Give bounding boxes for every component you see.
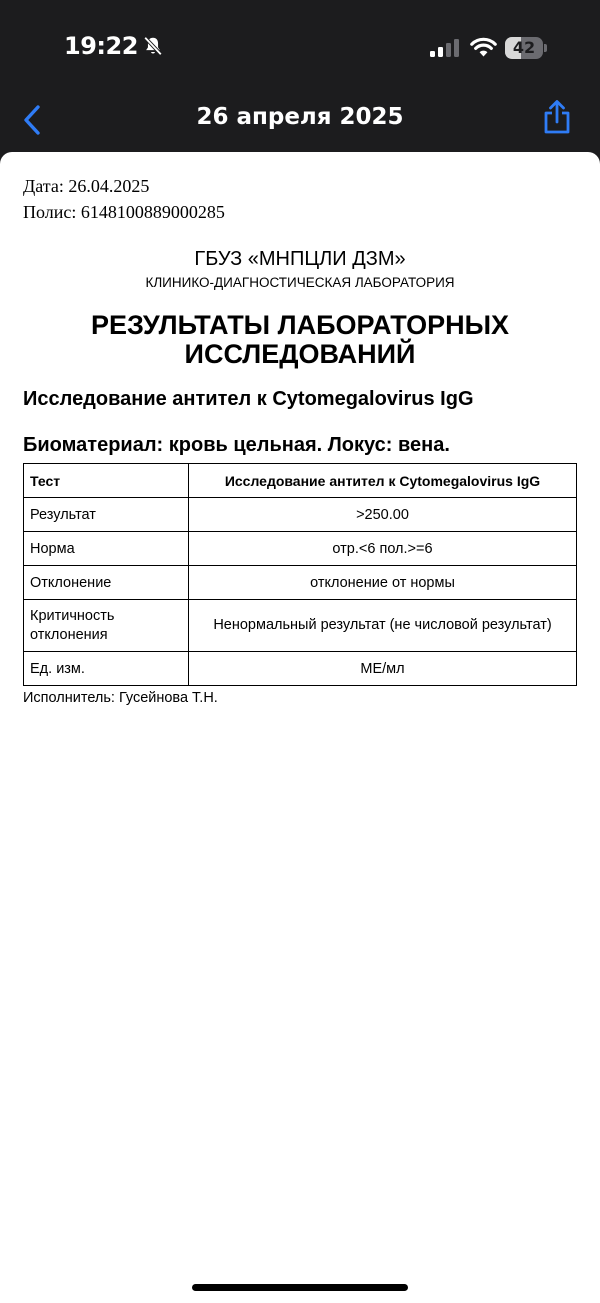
results-table bbox=[23, 463, 577, 686]
org-subtitle: КЛИНИКО-ДИАГНОСТИЧЕСКАЯ ЛАБОРАТОРИЯ bbox=[145, 275, 455, 290]
row-value: отклонение от нормы bbox=[189, 566, 577, 600]
document-title-line-2: ИССЛЕДОВАНИЙ bbox=[184, 339, 416, 369]
battery-indicator bbox=[505, 37, 547, 59]
table-row bbox=[24, 566, 577, 600]
bell-slash-icon bbox=[142, 35, 164, 57]
home-indicator[interactable] bbox=[192, 1284, 408, 1291]
battery-body bbox=[505, 37, 543, 59]
status-time: 19:22 bbox=[64, 32, 138, 60]
lab-results-document bbox=[0, 152, 600, 1303]
header-study: Исследование антител к Cytomegalovirus IgG bbox=[189, 464, 577, 498]
date-line: Дата: 26.04.2025 bbox=[23, 176, 150, 196]
row-label: Отклонение bbox=[24, 566, 189, 600]
document-title bbox=[0, 311, 600, 369]
biomaterial-line: Биоматериал: кровь цельная. Локус: вена. bbox=[23, 434, 450, 456]
study-name: Исследование антител к Cytomegalovirus IgG bbox=[23, 388, 474, 410]
org-name: ГБУЗ «МНПЦЛИ ДЗМ» bbox=[194, 248, 406, 270]
status-bar bbox=[0, 0, 600, 96]
nav-title: 26 апреля 2025 bbox=[196, 104, 404, 130]
battery-level: 42 bbox=[512, 38, 536, 57]
share-icon[interactable] bbox=[540, 98, 574, 138]
row-value: МЕ/мл bbox=[189, 652, 577, 686]
document-title-line-1: РЕЗУЛЬТАТЫ ЛАБОРАТОРНЫХ bbox=[90, 310, 510, 340]
row-value: >250.00 bbox=[189, 498, 577, 532]
wifi-icon bbox=[470, 37, 497, 57]
table-row bbox=[24, 600, 577, 652]
battery-cap bbox=[544, 44, 547, 52]
row-label: Критичность отклонения bbox=[24, 600, 189, 652]
row-label: Результат bbox=[24, 498, 189, 532]
policy-line: Полис: 6148100889000285 bbox=[23, 202, 225, 222]
row-value: отр.<6 пол.>=6 bbox=[189, 532, 577, 566]
table-row bbox=[24, 498, 577, 532]
row-value: Ненормальный результат (не числовой результат) bbox=[189, 600, 577, 652]
row-label: Ед. изм. bbox=[24, 652, 189, 686]
back-chevron-icon[interactable] bbox=[18, 100, 48, 140]
table-header-row bbox=[24, 464, 577, 498]
row-label: Норма bbox=[24, 532, 189, 566]
table-row bbox=[24, 532, 577, 566]
cellular-signal-icon bbox=[429, 38, 461, 58]
table-row bbox=[24, 652, 577, 686]
header-test: Тест bbox=[24, 464, 189, 498]
executor-line: Исполнитель: Гусейнова Т.Н. bbox=[23, 690, 218, 706]
navigation-bar bbox=[0, 96, 600, 152]
status-time-group bbox=[64, 32, 164, 60]
